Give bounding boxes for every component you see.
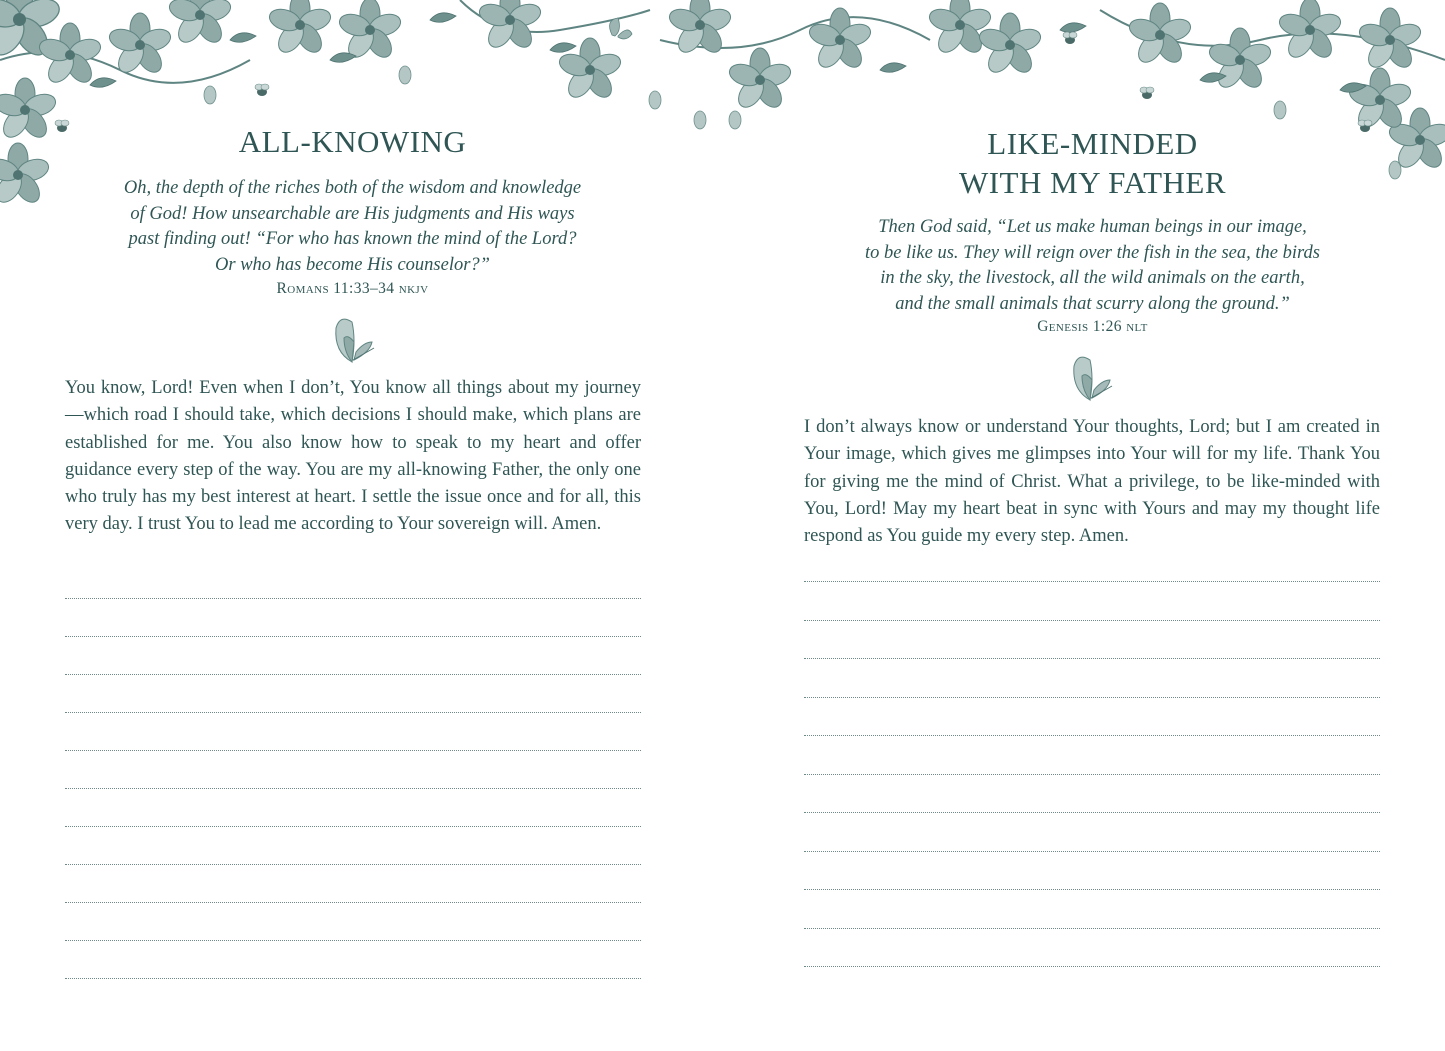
- title-line: LIKE-MINDED: [987, 126, 1198, 161]
- journal-line[interactable]: [65, 864, 641, 865]
- journal-line[interactable]: [65, 674, 641, 675]
- verse-line: and the small animals that scurry along the ground.”: [895, 293, 1290, 314]
- journal-line[interactable]: [804, 812, 1380, 813]
- journal-line[interactable]: [65, 826, 641, 827]
- verse-line: of God! How unsearchable are His judgments and His ways: [130, 203, 575, 224]
- butterfly-icon: [330, 312, 378, 368]
- journal-line[interactable]: [65, 978, 641, 979]
- journal-line[interactable]: [65, 788, 641, 789]
- journal-line[interactable]: [804, 966, 1380, 967]
- scripture-verse: [0, 176, 705, 278]
- verse-line: Then God said, “Let us make human beings in our image,: [878, 217, 1307, 237]
- verse-line: to be like us. They will reign over the fish in the sea, the birds: [865, 242, 1320, 263]
- journal-line[interactable]: [804, 889, 1380, 890]
- journal-line[interactable]: [804, 697, 1380, 698]
- journal-line[interactable]: [65, 712, 641, 713]
- page-title: ALL-KNOWING: [238, 124, 467, 159]
- left-page: [0, 0, 705, 1051]
- scripture-reference: Romans 11:33–34 nkjv: [276, 280, 429, 297]
- page-title: [740, 124, 1445, 202]
- journal-line[interactable]: [65, 750, 641, 751]
- verse-line: past finding out! “For who has known the mind of the Lord?: [128, 229, 577, 249]
- journal-line[interactable]: [65, 902, 641, 903]
- journal-line[interactable]: [804, 658, 1380, 659]
- devotional-text: I don’t always know or understand Your thoughts, Lord; but I am created in Your image, which gives me glimpses into Your will for my life. Thank You for giving me the mind of Christ. What a privilege, to be like-minded with You, Lord! May my heart beat in sync with Yours and may my thought life respond as You guide my every step. Amen.: [804, 417, 1380, 547]
- journal-lines[interactable]: [65, 598, 641, 998]
- journal-lines[interactable]: [804, 581, 1380, 981]
- journal-line[interactable]: [65, 598, 641, 599]
- journal-line[interactable]: [65, 940, 641, 941]
- verse-line: Oh, the depth of the riches both of the wisdom and knowledge: [123, 178, 582, 198]
- journal-line[interactable]: [804, 735, 1380, 736]
- scripture-reference: Genesis 1:26 nlt: [1037, 318, 1148, 335]
- journal-line[interactable]: [804, 774, 1380, 775]
- devotional-text: You know, Lord! Even when I don’t, You know all things about my journey—which road I should take, which decisions I should make, which plans are established for me. You also know how to speak to my heart and offer guidance every step of the way. You are my all-knowing Father, the only one who truly has my best interest at heart. I settle the issue once and for all, this very day. I trust You to lead me according to Your sovereign will. Amen.: [65, 378, 641, 535]
- scripture-verse: [740, 215, 1445, 317]
- journal-line[interactable]: [804, 851, 1380, 852]
- journal-line[interactable]: [65, 636, 641, 637]
- verse-line: Or who has become His counselor?”: [215, 254, 490, 275]
- butterfly-icon: [1068, 350, 1116, 406]
- journal-line[interactable]: [804, 928, 1380, 929]
- verse-line: in the sky, the livestock, all the wild animals on the earth,: [880, 268, 1305, 288]
- right-page: [740, 0, 1445, 1051]
- journal-line[interactable]: [804, 581, 1380, 582]
- journal-line[interactable]: [804, 620, 1380, 621]
- title-line: WITH MY FATHER: [958, 165, 1227, 200]
